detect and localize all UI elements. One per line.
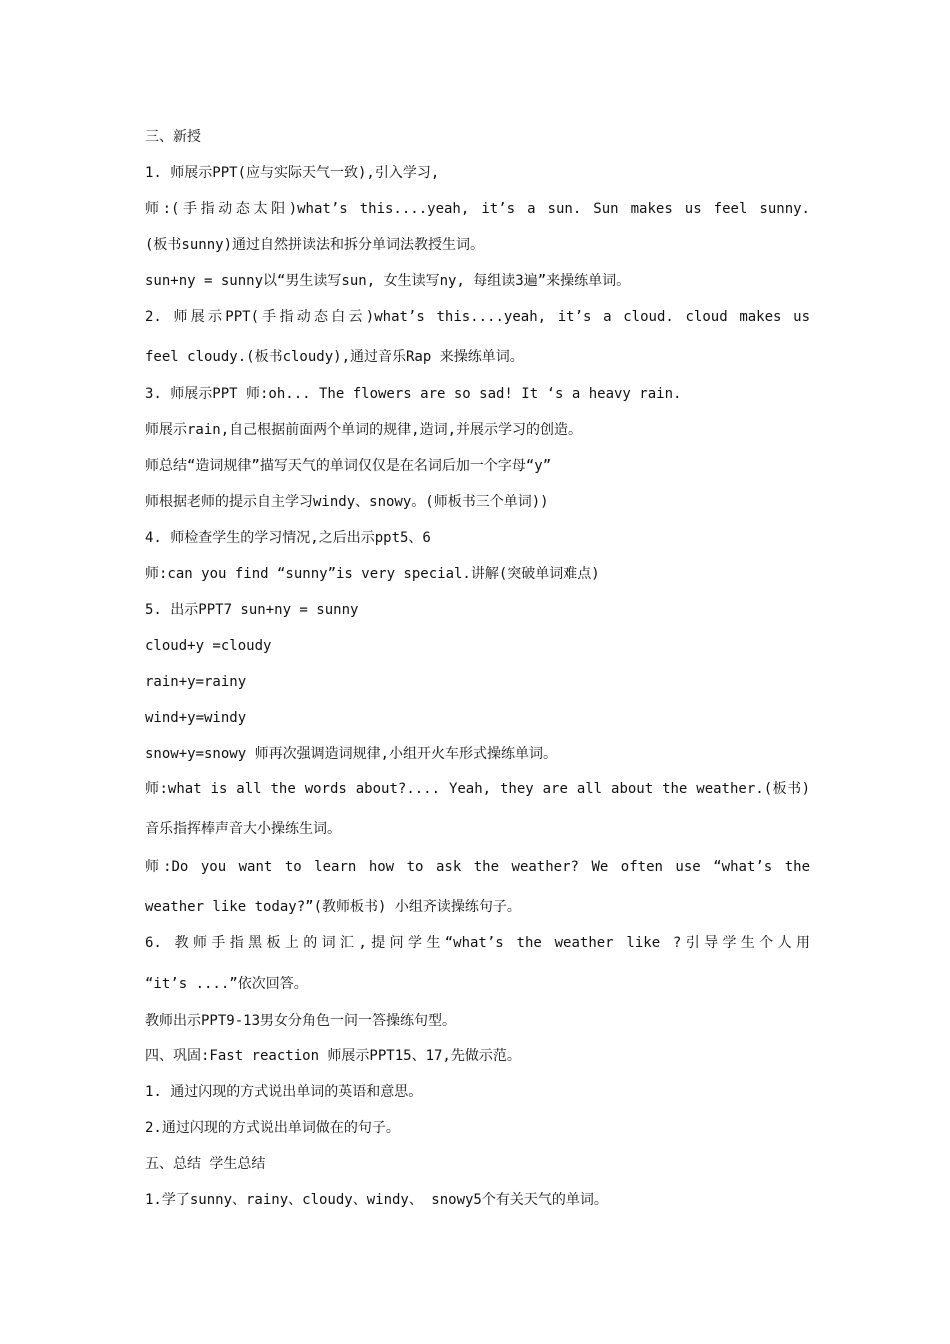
paragraph-line: (板书sunny)通过自然拼读法和拆分单词法教授生词。 (145, 237, 484, 253)
section-heading-summary: 五、总结 学生总结 (145, 1156, 266, 1172)
paragraph-line: 3. 师展示PPT 师:oh... The flowers are so sad! It ‘s a heavy rain. (145, 386, 682, 402)
paragraph-line: snow+y=snowy 师再次强调造词规律,小组开火车形式操练单词。 (145, 746, 558, 762)
paragraph-line: 师:(手指动态太阳)what’s this....yeah, it’s a sun. Sun makes us feel sunny. (145, 201, 810, 217)
paragraph-line: 师总结“造词规律”描写天气的单词仅仅是在名词后加一个字母“y” (145, 458, 552, 474)
paragraph-line: 音乐指挥棒声音大小操练生词。 (145, 821, 341, 837)
formula-line: wind+y=windy (145, 710, 247, 726)
formula-line: rain+y=rainy (145, 674, 247, 690)
paragraph-line: sun+ny = sunny以“男生读写sun, 女生读写ny, 每组读3遍”来操练单词。 (145, 273, 631, 289)
paragraph-line: 2.通过闪现的方式说出单词做在的句子。 (145, 1120, 400, 1136)
paragraph-line: “it’s ....”依次回答。 (145, 976, 308, 992)
paragraph-line: 6. 教师手指黑板上的词汇,提问学生“what’s the weather like ?引导学生个人用 (145, 935, 810, 951)
paragraph-line: 师根据老师的提示自主学习windy、snowy。(师板书三个单词)) (145, 494, 549, 510)
formula-line: cloud+y =cloudy (145, 638, 272, 654)
paragraph-line: 4. 师检查学生的学习情况,之后出示ppt5、6 (145, 530, 431, 546)
paragraph-line: 1. 师展示PPT(应与实际天气一致),引入学习, (145, 165, 440, 181)
paragraph-line: 师:can you find “sunny”is very special.讲解(突破单词难点) (145, 566, 600, 582)
paragraph-line: 1. 通过闪现的方式说出单词的英语和意思。 (145, 1084, 423, 1100)
section-heading-consolidation: 四、巩固:Fast reaction 师展示PPT15、17,先做示范。 (145, 1048, 521, 1064)
paragraph-line: 师:Do you want to learn how to ask the weather? We often use “what’s the (145, 859, 810, 875)
paragraph-line: 教师出示PPT9-13男女分角色一问一答操练句型。 (145, 1013, 456, 1029)
paragraph-line: 1.学了sunny、rainy、cloudy、windy、 snowy5个有关天气的单词。 (145, 1192, 608, 1208)
paragraph-line: 2. 师展示PPT(手指动态白云)what’s this....yeah, it’s a cloud. cloud makes us (145, 309, 810, 325)
paragraph-line: feel cloudy.(板书cloudy),通过音乐Rap 来操练单词。 (145, 349, 524, 365)
paragraph-line: 师:what is all the words about?.... Yeah, they are all about the weather.(板书) (145, 781, 810, 797)
paragraph-line: 5. 出示PPT7 sun+ny = sunny (145, 602, 359, 618)
paragraph-line: weather like today?”(教师板书) 小组齐读操练句子。 (145, 899, 521, 915)
paragraph-line: 师展示rain,自己根据前面两个单词的规律,造词,并展示学习的创造。 (145, 422, 582, 438)
section-heading-new-lesson: 三、新授 (145, 129, 201, 145)
